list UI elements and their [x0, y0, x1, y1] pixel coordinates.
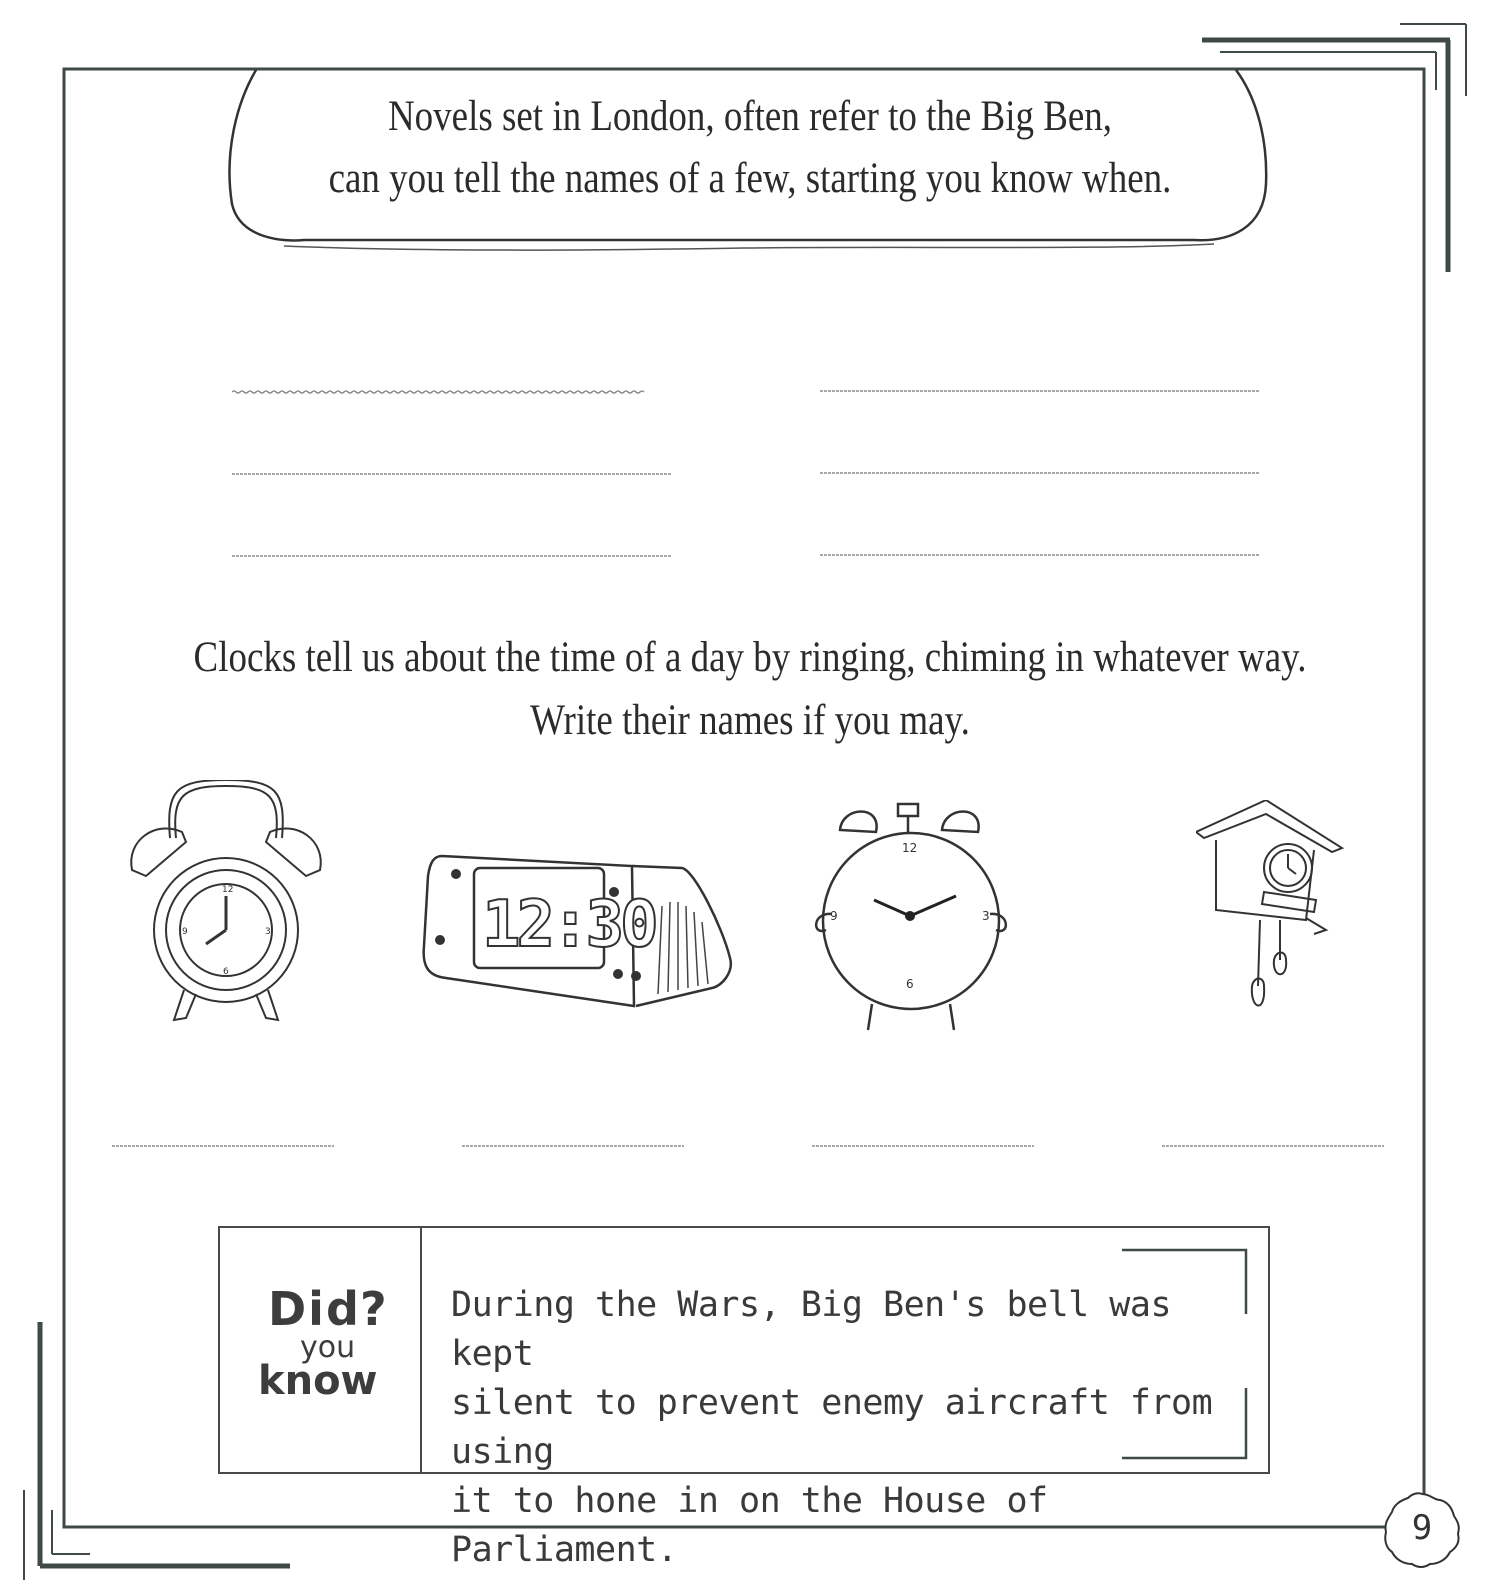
clock-answer-line[interactable] — [1162, 1143, 1384, 1149]
page-number: 9 — [1411, 1508, 1433, 1548]
clocks-prompt-line-1: Clocks tell us about the time of a day by ringing, chiming in whatever way. — [193, 634, 1307, 681]
svg-text:12: 12 — [222, 885, 234, 895]
novel-answer-line[interactable] — [820, 552, 1260, 558]
clock-answer-line[interactable] — [812, 1143, 1034, 1149]
wall-clock-numeral-6: 6 — [906, 977, 914, 991]
clock-answer-line[interactable] — [112, 1143, 334, 1149]
cuckoo-clock-icon — [1196, 800, 1346, 1020]
novel-answer-line[interactable] — [820, 470, 1260, 476]
did-you-know-label-know: know — [258, 1358, 378, 1404]
digital-clock-display: 12:30 — [482, 888, 655, 962]
clocks-prompt-line-2: Write their names if you may. — [530, 697, 970, 744]
alarm-clock-icon — [126, 780, 326, 1030]
svg-text:6: 6 — [223, 967, 229, 977]
clock-answer-line[interactable] — [462, 1143, 684, 1149]
question-mark-icon: ? — [360, 1282, 387, 1336]
bubble-line-1: Novels set in London, often refer to the Big Ben, — [387, 93, 1113, 140]
wall-clock-numeral-3: 3 — [982, 909, 990, 923]
did-you-know-label-you: you — [300, 1330, 356, 1365]
fact-line-3: it to hone in on the House of Parliament. — [451, 1481, 1048, 1570]
novel-answer-line[interactable] — [232, 553, 672, 559]
wall-clock-numeral-12: 12 — [902, 841, 918, 855]
round-alarm-clock-icon — [812, 802, 1038, 1032]
novel-answer-line[interactable] — [232, 389, 672, 395]
wall-clock-numeral-9: 9 — [830, 909, 838, 923]
novel-answer-line[interactable] — [232, 471, 672, 477]
fact-line-1: During the Wars, Big Ben's bell was kept — [451, 1285, 1172, 1374]
svg-text:3: 3 — [265, 927, 271, 937]
digital-clock-icon — [422, 846, 738, 1022]
fact-line-2: silent to prevent enemy aircraft from using — [451, 1383, 1213, 1472]
svg-text:9: 9 — [182, 927, 188, 937]
did-you-know-label-did: Did — [268, 1282, 361, 1336]
did-you-know-divider — [420, 1226, 422, 1474]
novel-answer-line[interactable] — [820, 388, 1260, 394]
bubble-line-2: can you tell the names of a few, starting you know when. — [328, 155, 1172, 202]
did-you-know-fact — [451, 1281, 1271, 1575]
